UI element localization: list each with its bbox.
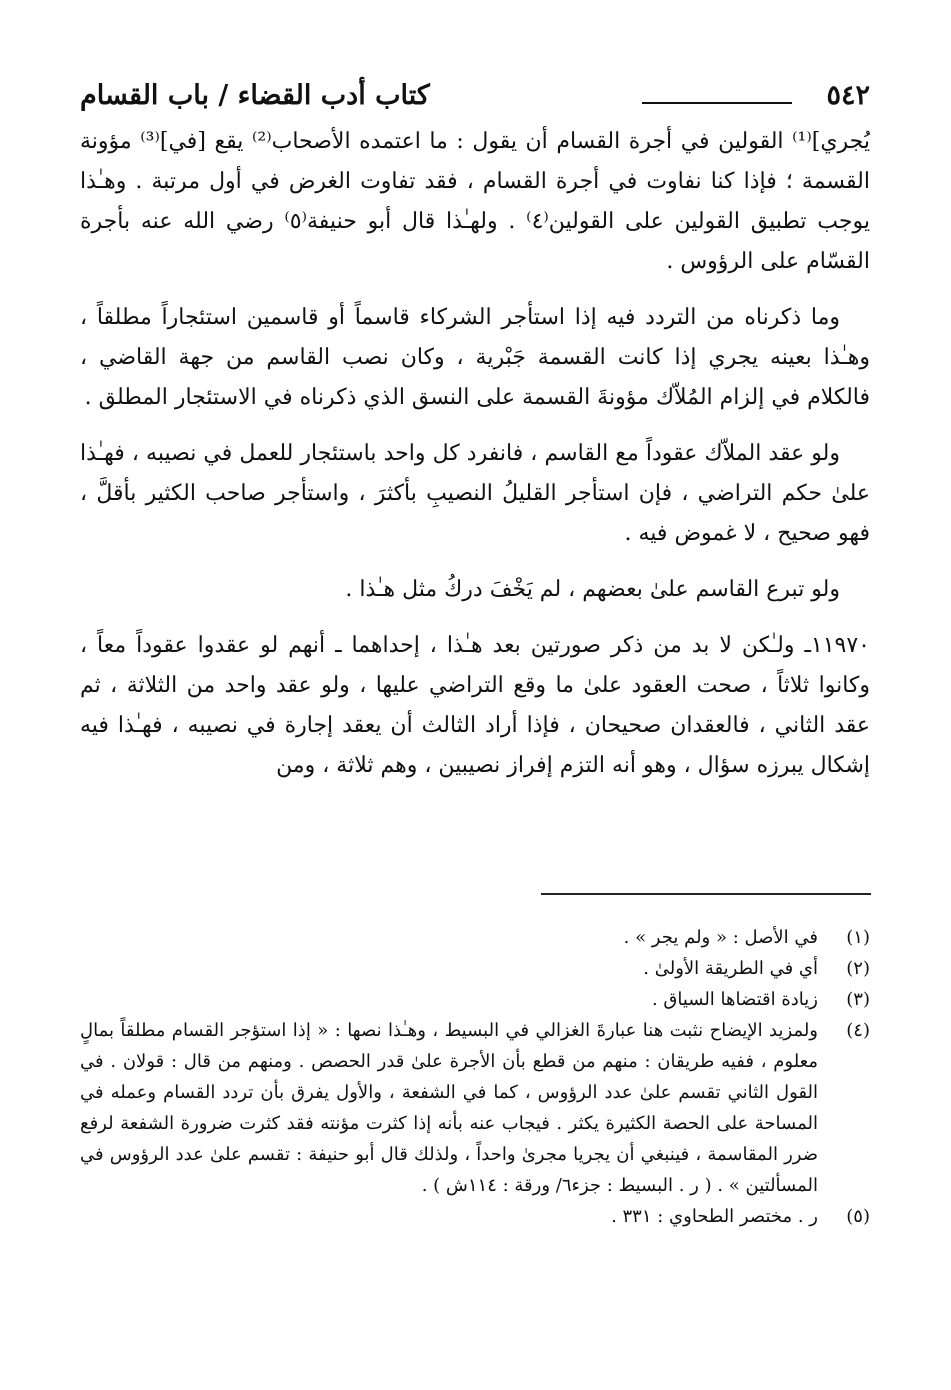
paragraph-4: ولو تبرع القاسم علىٰ بعضهم ، لم يَخْفَ دركُ مثل هـٰذا . [345,577,840,602]
footnote-separator [541,893,871,895]
footnote-number: (٢) [846,958,870,979]
paragraph-2: وما ذكرناه من التردد فيه إذا استأجر الشركاء قاسماً أو قاسمين استئجاراً مطلقاً ، وهـٰذا بعينه يجري إذا كانت القسمة جَبْرية ، وكان نصب القاسم من جهة القاضي ، فالكلام في إلزام المُلاّك مؤونةَ القسمة على النسق الذي ذكرناه في الاستئجار المطلق . [80,305,870,410]
paragraph-1: يُجري]⁽¹⁾ القولين في أجرة القسام أن يقول : ما اعتمده الأصحاب⁽²⁾ يقع [في]⁽³⁾ مؤونة القسمة ؛ فإذا كنا نفاوت في أجرة القسام ، فقد تفاوت الغرض في أول مرتبة . وهـٰذا يوجب تطبيق القولين على القولين⁽٤⁾ . ولهـٰذا قال أبو حنيفة⁽٥⁾ رضي الله عنه بأجرة القسّام على الرؤوس . [80,129,871,274]
footnote-number: (١) [846,927,870,948]
footnote-text: أي في الطريقة الأولىٰ . [643,958,818,979]
header-rule [642,102,792,104]
footnote-1 [80,922,870,953]
footnote-2 [80,953,870,984]
footnote-number: (٥) [846,1206,870,1227]
running-title: كتاب أدب القضاء / باب القسام [80,80,430,111]
footnote-text: في الأصل : « ولم يجر » . [623,927,818,948]
footnote-number: (٣) [846,989,870,1010]
running-header [80,80,870,120]
footnote-text: ولمزيد الإيضاح نثبت هنا عبارةَ الغزالي في البسيط ، وهـٰذا نصها : « إذا استؤجر القسام مطلقاً بمالٍ معلوم ، ففيه طريقان : منهم من قطع بأن الأجرة علىٰ قدر الحصص . ومنهم من قال : قولان . في القول الثاني تقسم علىٰ عدد الرؤوس ، كما في الشفعة ، والأول يفرق بأن تردد القسام وعمله في المساحة على الحصة الكثيرة يكثر . فيجاب عنه بأنه إذا كثرت مؤنته فقد كثرت ضرورة الشفعة لرفع ضرر المقاسمة ، فينبغي أن يجريا مجرىٰ واحداً ، ولذلك قال أبو حنيفة : تقسم علىٰ عدد الرؤوس في المسألتين » . ( ر . البسيط : جزء٦/ ورقة : ١١٤ش ) . [80,1020,818,1196]
footnote-text: ر . مختصر الطحاوي : ٣٣١ . [611,1206,818,1227]
footnote-4 [80,1015,870,1201]
footnote-5 [80,1201,870,1232]
footnotes [80,922,870,1232]
footnote-3 [80,984,870,1015]
main-text [80,122,870,786]
footnote-number: (٤) [846,1020,870,1041]
paragraph-5: ١١٩٧٠ـ ولـٰكن لا بد من ذكر صورتين بعد هـٰذا ، إحداهما ـ أنهم لو عقدوا عقوداً معاً ، وكانوا ثلاثاً ، صحت العقود علىٰ ما وقع التراضي عليها ، ولو عقد واحد من الثلاثة ، ثم عقد الثاني ، فالعقدان صحيحان ، فإذا أراد الثالث أن يعقد إجارة في نصيبه ، فهـٰذا فيه إشكال يبرزه سؤال ، وهو أنه التزم إفراز نصيبين ، وهم ثلاثة ، ومن [80,633,870,778]
footnote-text: زيادة اقتضاها السياق . [651,989,818,1010]
paragraph-3: ولو عقد الملاّك عقوداً مع القاسم ، فانفرد كل واحد باستئجار للعمل في نصيبه ، فهـٰذا علىٰ حكم التراضي ، فإن استأجر القليلُ النصيبِ بأكثرَ ، واستأجر صاحب الكثير بأقلَّ ، فهو صحيح ، لا غموض فيه . [80,441,870,546]
page-number: ٥٤٢ [826,80,870,111]
